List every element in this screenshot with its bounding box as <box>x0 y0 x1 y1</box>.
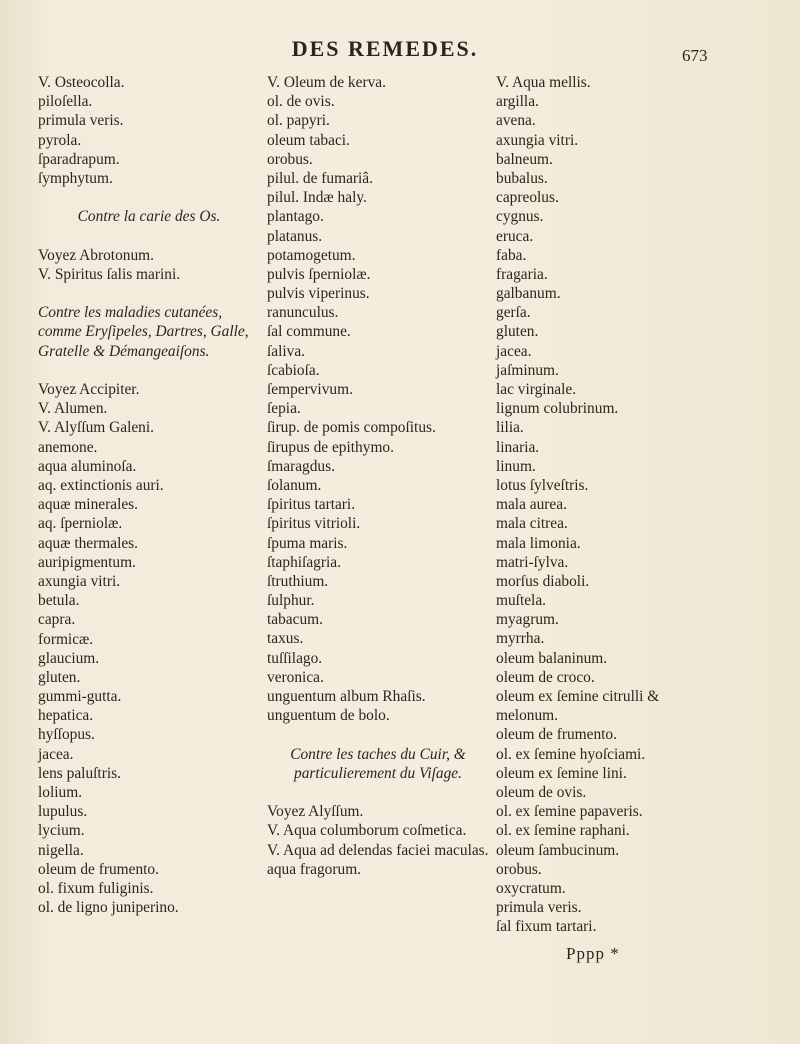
remedy-entry: orobus. <box>267 150 313 168</box>
remedy-entry: eruca. <box>496 227 534 245</box>
remedy-entry: linum. <box>496 457 536 475</box>
remedy-entry: oleum ex ſemine citrulli & melonum. <box>496 688 660 725</box>
remedy-entry: jacea. <box>38 745 74 763</box>
remedy-entry: oleum de ovis. <box>496 783 587 801</box>
remedy-entry: pilul. Indæ haly. <box>267 189 367 207</box>
remedy-entry: Voyez Accipiter. <box>38 381 140 399</box>
remedy-entry: orobus. <box>496 860 542 878</box>
remedy-entry: gummi-gutta. <box>38 688 122 706</box>
remedy-entry: gerſa. <box>496 304 531 322</box>
remedy-entry: capreolus. <box>496 189 559 207</box>
remedy-entry: ſirupus de epithymo. <box>267 438 394 456</box>
remedy-entry: Voyez Abrotonum. <box>38 246 154 264</box>
remedy-entry: pilul. de fumariâ. <box>267 169 373 187</box>
remedy-entry: nigella. <box>38 841 84 859</box>
section-heading: Contre la carie des Os. <box>77 208 221 226</box>
remedy-entry: ol. de ligno juniperino. <box>38 899 179 917</box>
remedy-entry: cygnus. <box>496 208 544 226</box>
remedy-entry: ſirup. de pomis compoſitus. <box>267 419 436 437</box>
column-2 <box>267 73 489 879</box>
remedy-entry: ſepia. <box>267 400 301 418</box>
section-heading: Contre les taches du Cuir, & particulierement du Viſage. <box>290 745 466 782</box>
remedy-entry: lotus ſylveſtris. <box>496 476 589 494</box>
remedy-entry: tuſſilago. <box>267 649 323 667</box>
remedy-entry: anemone. <box>38 438 98 456</box>
remedy-entry: jacea. <box>496 342 532 360</box>
remedy-entry: oleum ex ſemine lini. <box>496 764 627 782</box>
remedy-entry: ſal fixum tartari. <box>496 918 597 936</box>
remedy-entry: piloſella. <box>38 93 93 111</box>
remedy-entry: auripigmentum. <box>38 553 136 571</box>
remedy-entry: ol. ex ſemine raphani. <box>496 822 630 840</box>
remedy-entry: pulvis ſperniolæ. <box>267 265 371 283</box>
spacer <box>38 227 260 246</box>
section-heading: Contre les maladies cutanées, comme Eryſipeles, Dartres, Galle, Gratelle & Démangeaiſons. <box>38 304 249 360</box>
remedy-entry: mala citrea. <box>496 515 568 533</box>
remedy-entry: lac virginale. <box>496 381 577 398</box>
remedy-entry: oleum de frumento. <box>38 860 159 878</box>
remedy-entry: V. Aqua columborum coſmetica. <box>267 822 467 840</box>
remedy-entry: oleum tabaci. <box>267 131 350 149</box>
remedy-entry: aq. extinctionis auri. <box>38 477 164 494</box>
remedy-entry: linaria. <box>496 438 540 456</box>
remedy-entry: ranunculus. <box>267 304 339 322</box>
remedy-entry: lens paluſtris. <box>38 764 121 782</box>
remedy-entry: platanus. <box>267 227 323 245</box>
remedy-entry: ſtruthium. <box>267 572 329 590</box>
remedy-entry: potamogetum. <box>267 246 356 264</box>
remedy-entry: V. Alyſſum Galeni. <box>38 419 154 437</box>
remedy-entry: lupulus. <box>38 803 88 821</box>
remedy-entry: aquæ thermales. <box>38 534 139 552</box>
remedy-entry: muſtela. <box>496 592 547 610</box>
remedy-entry: pulvis viperinus. <box>267 285 370 303</box>
spacer <box>38 188 260 207</box>
remedy-entry: ſolanum. <box>267 476 322 494</box>
remedy-entry: oleum de croco. <box>496 668 595 686</box>
remedy-entry: taxus. <box>267 630 304 648</box>
remedy-entry: pyrola. <box>38 131 82 149</box>
remedy-entry: primula veris. <box>496 899 582 917</box>
column-1 <box>38 73 260 917</box>
remedy-entry: ſtaphiſagria. <box>267 553 341 571</box>
remedy-entry: capra. <box>38 611 76 629</box>
remedy-entry: avena. <box>496 112 536 130</box>
remedy-entry: faba. <box>496 246 527 264</box>
remedy-entry: hyſſopus. <box>38 726 95 744</box>
remedy-entry: mala limonia. <box>496 534 581 552</box>
remedy-entry: ſpiritus vitrioli. <box>267 515 361 533</box>
remedy-entry: unguentum album Rhaſis. <box>267 688 426 705</box>
remedy-entry: myrrha. <box>496 630 545 648</box>
remedy-entry: oleum de frumento. <box>496 726 617 744</box>
remedy-entry: axungia vitri. <box>496 131 579 149</box>
remedy-entry: oleum ſambucinum. <box>496 841 620 859</box>
remedy-entry: V. Osteocolla. <box>38 74 125 91</box>
remedy-entry: V. Aqua mellis. <box>496 74 591 91</box>
remedy-entry: unguentum de bolo. <box>267 707 390 725</box>
remedy-entry: ol. fixum fuliginis. <box>38 879 154 897</box>
spacer <box>267 725 489 744</box>
remedy-entry: ol. papyri. <box>267 112 330 130</box>
remedy-entry: V. Aqua ad delendas faciei maculas. <box>267 841 489 859</box>
remedy-entry: ol. de ovis. <box>267 93 335 111</box>
remedy-entry: V. Alumen. <box>38 400 108 418</box>
remedy-entry: ſmaragdus. <box>267 457 335 475</box>
remedy-entry: lycium. <box>38 822 85 840</box>
remedy-entry: ſcabioſa. <box>267 361 320 379</box>
remedy-entry: ſaliva. <box>267 342 306 360</box>
remedy-entry: fragaria. <box>496 265 548 283</box>
remedy-entry: hepatica. <box>38 707 94 725</box>
remedy-entry: ſpiritus tartari. <box>267 496 356 514</box>
remedy-entry: ſymphytum. <box>38 169 113 187</box>
remedy-entry: veronica. <box>267 668 324 686</box>
remedy-entry: primula veris. <box>38 112 124 130</box>
remedy-entry: V. Spiritus ſalis marini. <box>38 265 181 283</box>
signature-mark: Pppp * <box>566 944 620 963</box>
remedy-entry: oxycratum. <box>496 879 566 897</box>
remedy-entry: galbanum. <box>496 285 561 303</box>
remedy-entry: oleum balaninum. <box>496 649 608 667</box>
remedy-entry: ſulphur. <box>267 592 315 610</box>
remedy-entry: ſempervivum. <box>267 381 353 398</box>
spacer <box>267 783 489 802</box>
remedy-entry: ſparadrapum. <box>38 150 120 168</box>
remedy-entry: lignum colubrinum. <box>496 400 619 418</box>
remedy-entry: formicæ. <box>38 630 94 648</box>
remedy-entry: tabacum. <box>267 611 323 629</box>
remedy-entry: axungia vitri. <box>38 572 121 590</box>
remedy-entry: matri-ſylva. <box>496 553 569 571</box>
remedy-entry: balneum. <box>496 150 553 168</box>
spacer <box>38 361 260 380</box>
remedy-entry: gluten. <box>38 668 81 686</box>
remedy-entry: V. Oleum de kerva. <box>267 74 386 91</box>
running-head: DES REMEDES. <box>291 36 479 61</box>
remedy-entry: gluten. <box>496 323 539 341</box>
remedy-entry: plantago. <box>267 208 324 226</box>
remedy-entry: aqua fragorum. <box>267 860 362 878</box>
remedy-entry: myagrum. <box>496 611 559 629</box>
remedy-entry: ol. ex ſemine papaveris. <box>496 803 643 821</box>
remedy-entry: lolium. <box>38 784 83 801</box>
remedy-entry: mala aurea. <box>496 496 567 514</box>
remedy-entry: jaſminum. <box>496 361 559 379</box>
spacer <box>38 284 260 303</box>
column-3 <box>496 73 718 936</box>
remedy-entry: argilla. <box>496 93 539 111</box>
remedy-entry: ol. ex ſemine hyoſciami. <box>496 745 646 763</box>
remedy-entry: bubalus. <box>496 169 548 187</box>
remedy-entry: aqua aluminoſa. <box>38 457 137 475</box>
remedy-entry: ſpuma maris. <box>267 534 348 552</box>
remedy-entry: Voyez Alyſſum. <box>267 803 364 821</box>
remedy-entry: morſus diaboli. <box>496 572 590 590</box>
remedy-entry: aq. ſperniolæ. <box>38 515 123 533</box>
remedy-entry: lilia. <box>496 419 524 437</box>
page-number: 673 <box>682 46 708 65</box>
remedy-entry: ſal commune. <box>267 323 351 341</box>
remedy-entry: glaucium. <box>38 649 100 667</box>
remedy-entry: aquæ minerales. <box>38 496 139 514</box>
remedy-entry: betula. <box>38 592 80 610</box>
